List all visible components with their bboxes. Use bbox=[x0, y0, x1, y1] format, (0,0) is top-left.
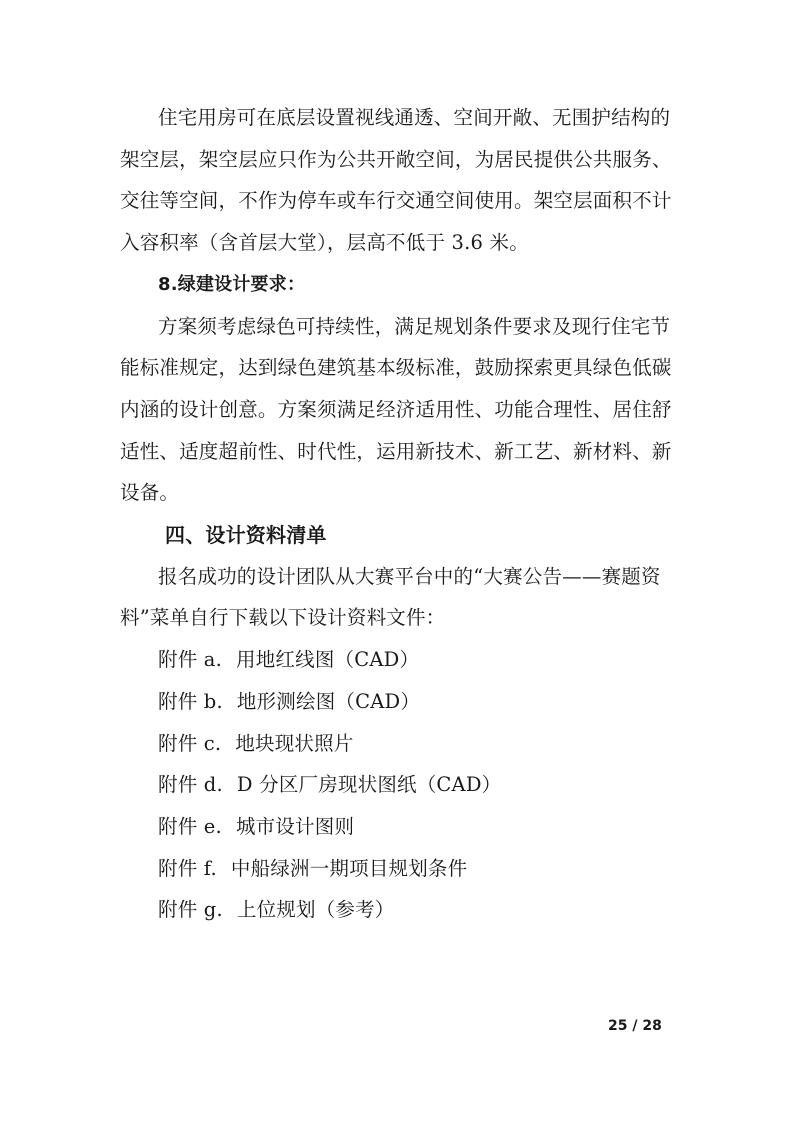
paragraph-line: 架空层，架空层应只作为公共开敞空间，为居民提供公共服务、 bbox=[120, 148, 672, 171]
attachment-label: 附件 f. bbox=[158, 857, 217, 880]
paragraph-line: 住宅用房可在底层设置视线通透、空间开敞、无围护结构的 bbox=[158, 106, 671, 129]
paragraph-line: 设备。 bbox=[120, 481, 180, 504]
attachment-text: 中船绿洲一期项目规划条件 bbox=[230, 857, 468, 880]
attachment-item bbox=[158, 856, 718, 882]
attachment-text: 地形测绘图（CAD） bbox=[236, 690, 421, 713]
paragraph-line: 内涵的设计创意。方案须满足经济适用性、功能合理性、居住舒 bbox=[120, 398, 672, 421]
attachment-text: 城市设计图则 bbox=[235, 815, 355, 838]
attachment-label: 附件 d. bbox=[158, 773, 223, 796]
paragraph-line: 方案须考虑绿色可持续性，满足规划条件要求及现行住宅节 bbox=[158, 315, 671, 338]
attachment-item bbox=[158, 689, 718, 715]
attachment-item bbox=[158, 814, 718, 840]
attachment-label: 附件 c. bbox=[158, 732, 222, 755]
page-number: 25 / 28 bbox=[608, 1018, 662, 1034]
paragraph-line: 料”菜单自行下载以下设计资料文件： bbox=[120, 606, 446, 629]
attachment-item bbox=[158, 897, 718, 923]
attachment-label: 附件 b. bbox=[158, 690, 223, 713]
paragraph-line: 适性、适度超前性、时代性，运用新技术、新工艺、新材料、新 bbox=[120, 440, 672, 463]
attachment-text: 用地红线图（CAD） bbox=[236, 648, 420, 671]
paragraph-line: 交往等空间，不作为停车或车行交通空间使用。架空层面积不计 bbox=[120, 189, 672, 212]
attachment-label: 附件 e. bbox=[158, 815, 222, 838]
paragraph-line: 入容积率（含首层大堂），层高不低于 3.6 米。 bbox=[120, 231, 529, 254]
attachment-text: D 分区厂房现状图纸（CAD） bbox=[236, 773, 502, 796]
section-heading: 四、设计资料清单 bbox=[165, 523, 327, 547]
paragraph-line: 能标准规定，达到绿色建筑基本级标准，鼓励探索更具绿色低碳 bbox=[120, 356, 672, 379]
attachment-label: 附件 g. bbox=[158, 898, 223, 921]
attachment-item bbox=[158, 647, 718, 673]
attachment-item bbox=[158, 772, 718, 798]
attachment-item bbox=[158, 731, 718, 757]
subsection-heading: 8.绿建设计要求： bbox=[158, 274, 306, 295]
attachment-text: 上位规划（参考） bbox=[236, 898, 395, 921]
attachment-text: 地块现状照片 bbox=[235, 732, 354, 755]
attachment-label: 附件 a. bbox=[158, 648, 223, 671]
paragraph-line: 报名成功的设计团队从大赛平台中的“大赛公告——赛题资 bbox=[158, 565, 661, 588]
